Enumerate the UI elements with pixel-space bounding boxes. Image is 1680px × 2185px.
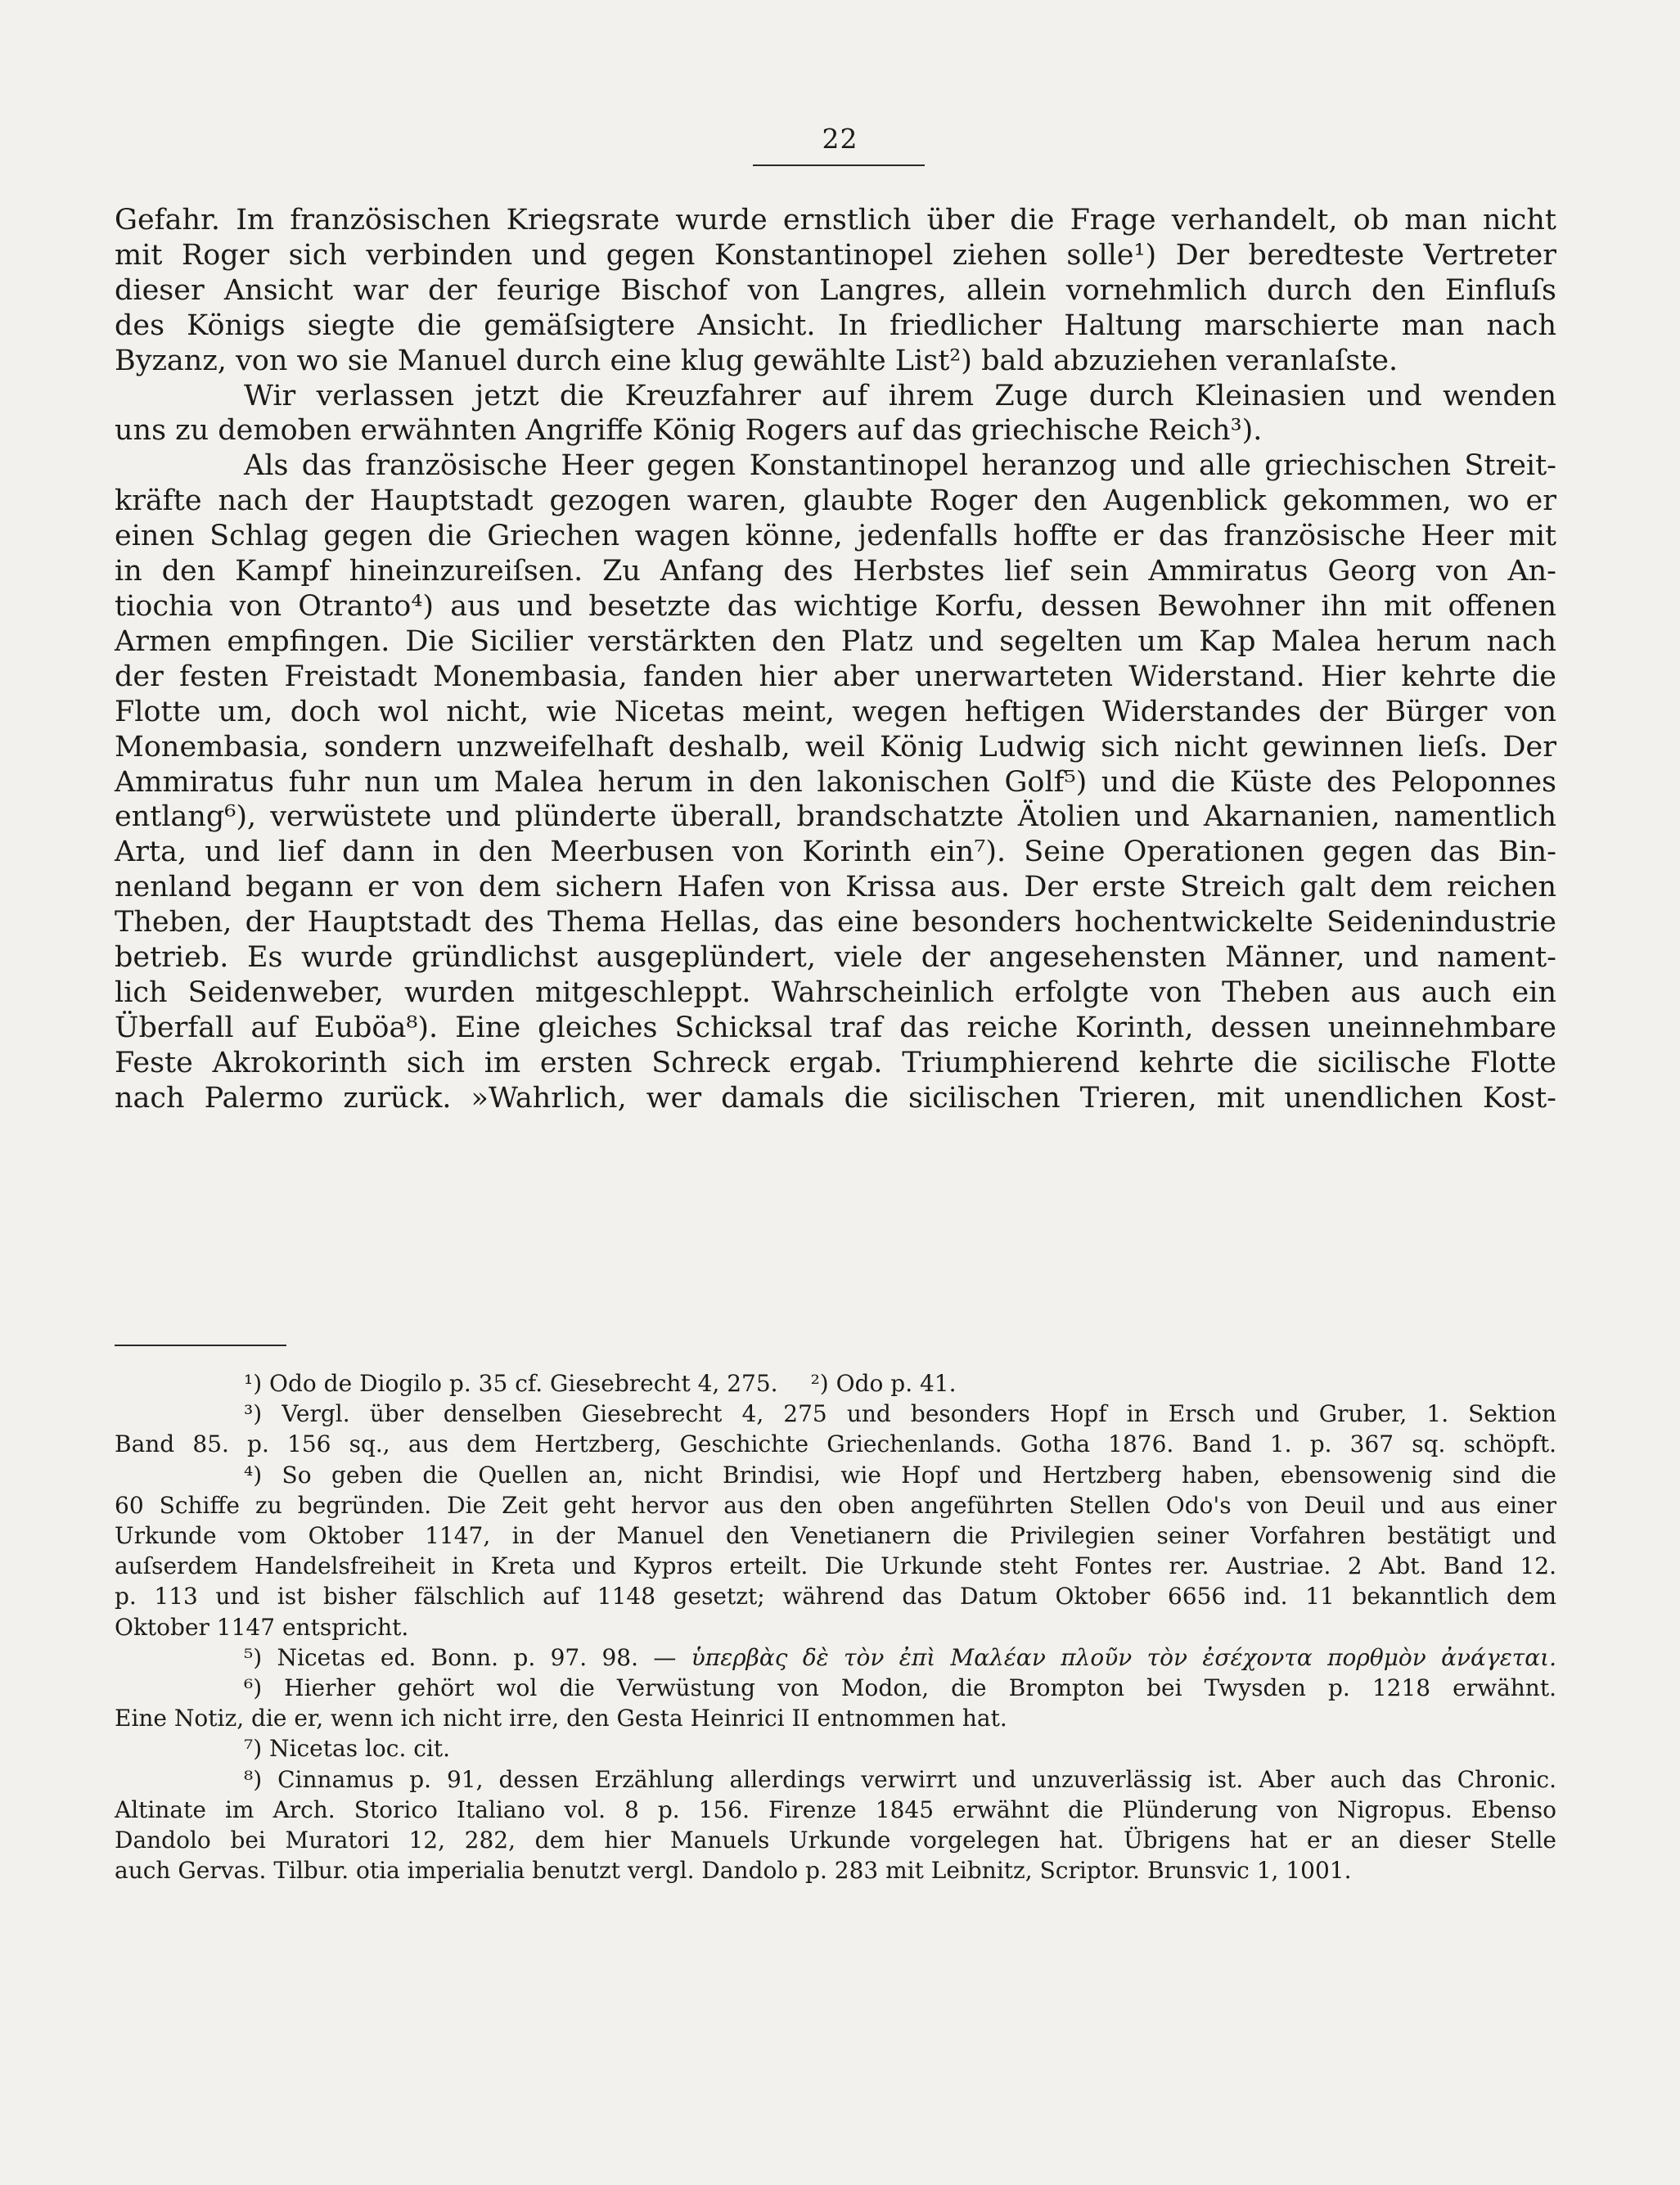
body-line: entlang⁶), verwüstete und plünderte überall, brandschatzte Ätolien und Akarnanien, namentlich [115, 800, 1556, 834]
page-number: 22 [822, 123, 858, 155]
footnote-4-line: Oktober 1147 entspricht. [115, 1613, 409, 1641]
body-line: Überfall auf Euböa⁸). Eine gleiches Schicksal traf das reiche Korinth, dessen uneinnehmbare [115, 1011, 1556, 1044]
body-line: nach Palermo zurück. »Wahrlich, wer damals die sicilischen Trieren, mit unendlichen Kost- [115, 1081, 1556, 1115]
body-line: Byzanz, von wo sie Manuel durch eine klug gewählte List²) bald abzuziehen veranlaſste. [115, 344, 1398, 377]
body-line: betrieb. Es wurde gründlichst ausgeplündert, viele der angesehensten Männer, und nament- [115, 941, 1556, 975]
body-line: dieser Ansicht war der feurige Bischof von Langres, allein vornehmlich durch den Einfluſs [115, 273, 1556, 307]
footnote-4-line: auſserdem Handelsfreiheit in Kreta und Kypros erteilt. Die Urkunde steht Fontes rer. Austriae. 2 Abt. Band 12. [115, 1552, 1556, 1580]
footnote-3-line: ³) Vergl. über denselben Giesebrecht 4, 275 und besonders Hopf in Ersch und Gruber, 1. Sektion [244, 1400, 1556, 1428]
body-line: kräfte nach der Hauptstadt gezogen waren, glaubte Roger den Augenblick gekommen, wo er [115, 484, 1556, 518]
body-line: des Königs siegte die gemäſsigtere Ansicht. In friedlicher Haltung marschierte man nach [115, 309, 1556, 342]
body-line: Gefahr. Im französischen Kriegsrate wurde ernstlich über die Frage verhandelt, ob man nicht [115, 204, 1556, 237]
body-line: Armen empfingen. Die Sicilier verstärkten den Platz und segelten um Kap Malea herum nach [115, 624, 1556, 658]
footnote-5-greek: ὑπερβὰς δὲ τὸν ἐπὶ Μαλέαν πλοῦν τὸν ἐσέχοντα πορθμὸν ἀνάγεται. [691, 1643, 1557, 1671]
footnote-rule [115, 1345, 286, 1346]
footnote-8-line: Altinate im Arch. Storico Italiano vol. 8 p. 156. Firenze 1845 erwähnt die Plünderung von Nigropus. Ebenso [115, 1795, 1556, 1823]
body-line: Wir verlassen jetzt die Kreuzfahrer auf ihrem Zuge durch Kleinasien und wenden [244, 379, 1556, 412]
footnote-1-2 [115, 1368, 1556, 1399]
body-line: Ammiratus fuhr nun um Malea herum in den lakonischen Golf⁵) und die Küste des Peloponnes [115, 765, 1556, 799]
body-line: Arta, und lief dann in den Meerbusen von Korinth ein⁷). Seine Operationen gegen das Bin- [115, 836, 1556, 869]
footnote-4-line: Urkunde vom Oktober 1147, in der Manuel den Venetianern die Privilegien seiner Vorfahren bestätigt und [115, 1522, 1556, 1550]
body-line: Monembasia, sondern unzweifelhaft deshalb, weil König Ludwig sich nicht gewinnen lieſs. Der [115, 730, 1556, 764]
footnote-8-line: ⁸) Cinnamus p. 91, dessen Erzählung allerdings verwirrt und unzuverlässig ist. Aber auch das Chronic. [244, 1765, 1556, 1793]
main-text [115, 203, 1556, 1116]
footnote-4-line: p. 113 und ist bisher fälschlich auf 1148 gesetzt; während das Datum Oktober 6656 ind. 11 bekanntlich dem [115, 1583, 1556, 1611]
body-line: in den Kampf hineinzureiſsen. Zu Anfang des Herbstes lief sein Ammiratus Georg von An- [115, 555, 1556, 588]
body-line: der festen Freistadt Monembasia, fanden hier aber unerwarteten Widerstand. Hier kehrte die [115, 660, 1556, 693]
footnote-8-line: Dandolo bei Muratori 12, 282, dem hier Manuels Urkunde vorgelegen hat. Übrigens hat er an dieser Stelle [115, 1827, 1556, 1854]
footnote-2: ²) Odo p. 41. [810, 1370, 957, 1397]
footnote-4-line: 60 Schiffe zu begründen. Die Zeit geht hervor aus den oben angeführten Stellen Odo's von Deuil und aus einer [115, 1491, 1556, 1519]
footnote-8-line: auch Gervas. Tilbur. otia imperialia benutzt vergl. Dandolo p. 283 mit Leibnitz, Scriptor. Brunsvic 1, 1001. [115, 1857, 1352, 1885]
body-line: Als das französische Heer gegen Konstantinopel heranzog und alle griechischen Streit- [244, 449, 1556, 483]
body-line: einen Schlag gegen die Griechen wagen könne, jedenfalls hoffte er das französische Heer mit [115, 520, 1556, 553]
footnote-6-line: Eine Notiz, die er, wenn ich nicht irre, den Gesta Heinrici II entnommen hat. [115, 1705, 1007, 1732]
body-line: Flotte um, doch wol nicht, wie Nicetas meint, wegen heftigen Widerstandes der Bürger von [115, 695, 1556, 728]
footnote-5 [115, 1642, 1556, 1673]
footnotes [115, 1368, 1556, 1885]
body-line: Theben, der Hauptstadt des Thema Hellas, das eine besonders hochentwickelte Seidenindustrie [115, 906, 1556, 939]
body-line: mit Roger sich verbinden und gegen Konstantinopel ziehen solle¹) Der beredteste Vertreter [115, 238, 1556, 272]
header-rule [753, 164, 925, 166]
footnote-3-line: Band 85. p. 156 sq., aus dem Hertzberg, Geschichte Griechenlands. Gotha 1876. Band 1. p. 367 sq. schöpft. [115, 1430, 1556, 1458]
body-line: tiochia von Otranto⁴) aus und besetzte das wichtige Korfu, dessen Bewohner ihn mit offenen [115, 589, 1556, 623]
body-line: lich Seidenweber, wurden mitgeschleppt. Wahrscheinlich erfolgte von Theben aus auch ein [115, 975, 1556, 1009]
body-line: uns zu demoben erwähnten Angriffe König Rogers auf das griechische Reich³). [115, 414, 1263, 448]
footnote-7: ⁷) Nicetas loc. cit. [244, 1735, 451, 1763]
body-line: Feste Akrokorinth sich im ersten Schreck ergab. Triumphierend kehrte die sicilische Flotte [115, 1046, 1556, 1079]
body-line: nenland begann er von dem sichern Hafen von Krissa aus. Der erste Streich galt dem reichen [115, 871, 1556, 904]
footnote-6-line: ⁶) Hierher gehört wol die Verwüstung von Modon, die Brompton bei Twysden p. 1218 erwähnt. [244, 1674, 1556, 1702]
footnote-4-line: ⁴) So geben die Quellen an, nicht Brindisi, wie Hopf und Hertzberg haben, ebensowenig sind die [244, 1461, 1556, 1489]
footnote-1: ¹) Odo de Diogilo p. 35 cf. Giesebrecht 4, 275. [244, 1370, 778, 1397]
footnote-5-text: ⁵) Nicetas ed. Bonn. p. 97. 98. — [244, 1643, 677, 1671]
